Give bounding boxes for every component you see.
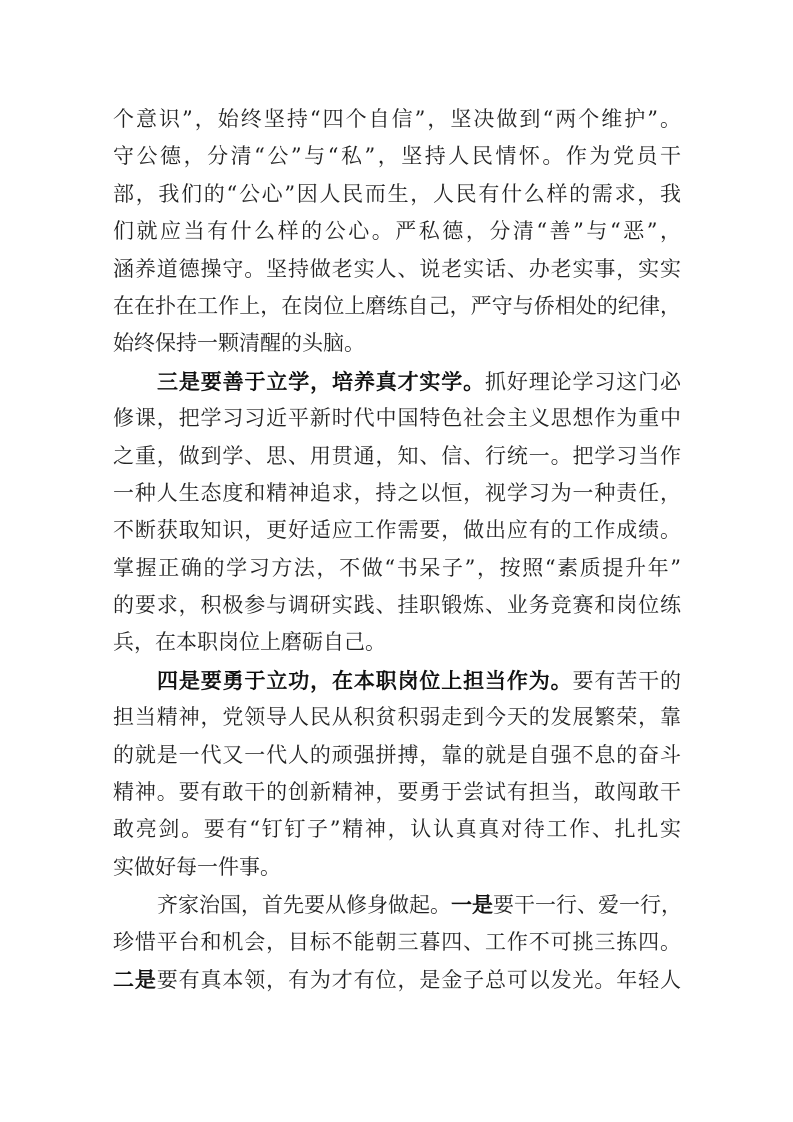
body-text: 在在扑在工作上，在岗位上磨练自己，严守与侨相处的纪律，: [113, 293, 681, 318]
body-text: 涵养道德操守。坚持做老实人、说老实话、办老实事，实实: [113, 256, 681, 281]
body-text: 始终保持一颗清醒的头脑。: [113, 331, 365, 356]
text-line: [113, 251, 681, 288]
body-text: 部，我们的“公心”因人民而生，人民有什么样的需求，我: [113, 181, 681, 206]
text-line: [113, 924, 681, 961]
body-text: 珍惜平台和机会，目标不能朝三暮四、工作不可挑三拣四。: [113, 929, 681, 954]
body-text: 精神。要有敢干的创新精神，要勇于尝试有担当，敢闯敢干: [113, 780, 681, 805]
text-line: [113, 774, 681, 811]
body-text: 之重，做到学、思、用贯通，知、信、行统一。把学习当作: [113, 443, 681, 468]
document-body: [113, 101, 681, 998]
bold-heading-text: 三是要善于立学，培养真才实学。: [157, 368, 486, 394]
text-line: [113, 400, 681, 437]
body-text: 守公德，分清“公”与“私”，坚持人民情怀。作为党员干: [113, 144, 681, 169]
text-line: [113, 849, 681, 886]
body-text: 要有苦干的: [572, 668, 682, 693]
body-text: 齐家治国，首先要从修身做起。: [157, 893, 451, 918]
text-line: [113, 138, 681, 175]
text-line: [113, 475, 681, 512]
text-line: [113, 438, 681, 475]
body-text: 抓好理论学习这门必: [485, 369, 682, 394]
text-line: [113, 213, 681, 250]
text-line: [113, 325, 681, 362]
bold-heading-text: 四是要勇于立功，在本职岗位上担当作为。: [157, 667, 573, 693]
text-line: [113, 101, 681, 138]
text-line: [113, 737, 681, 774]
bold-heading-text: 二是: [113, 966, 157, 992]
body-text: 一种人生态度和精神追求，持之以恒，视学习为一种责任，: [113, 480, 681, 505]
body-text: 担当精神，党领导人民从积贫积弱走到今天的发展繁荣，靠: [113, 705, 681, 730]
bold-heading-text: 一是: [451, 892, 493, 918]
body-text: 修课，把学习习近平新时代中国特色社会主义思想作为重中: [113, 406, 681, 431]
body-text: 兵，在本职岗位上磨砺自己。: [113, 630, 386, 655]
text-line: [113, 587, 681, 624]
body-text: 不断获取知识，更好适应工作需要，做出应有的工作成绩。: [113, 518, 681, 543]
text-line: [113, 961, 681, 998]
text-line: [113, 624, 681, 661]
text-line: [113, 662, 681, 699]
text-line: [113, 288, 681, 325]
text-line: [113, 512, 681, 549]
body-text: 要干一行、爱一行，: [493, 893, 682, 918]
body-text: 掌握正确的学习方法，不做“书呆子”，按照“素质提升年”: [113, 555, 681, 580]
body-text: 的就是一代又一代人的顽强拼搏，靠的就是自强不息的奋斗: [113, 742, 681, 767]
body-text: 实做好每一件事。: [113, 854, 281, 879]
text-line: [113, 811, 681, 848]
body-text: 们就应当有什么样的公心。严私德，分清“善”与“恶”，: [113, 219, 681, 244]
body-text: 敢亮剑。要有“钉钉子”精神，认认真真对待工作、扎扎实: [113, 817, 681, 842]
body-text: 要有真本领，有为才有位，是金子总可以发光。年轻人: [156, 967, 682, 992]
text-line: [113, 886, 681, 923]
body-text: 的要求，积极参与调研实践、挂职锻炼、业务竞赛和岗位练: [113, 593, 681, 618]
body-text: 个意识”，始终坚持“四个自信”，坚决做到“两个维护”。: [113, 107, 681, 131]
text-line: [113, 699, 681, 736]
text-line: [113, 176, 681, 213]
text-line: [113, 550, 681, 587]
text-line: [113, 363, 681, 400]
